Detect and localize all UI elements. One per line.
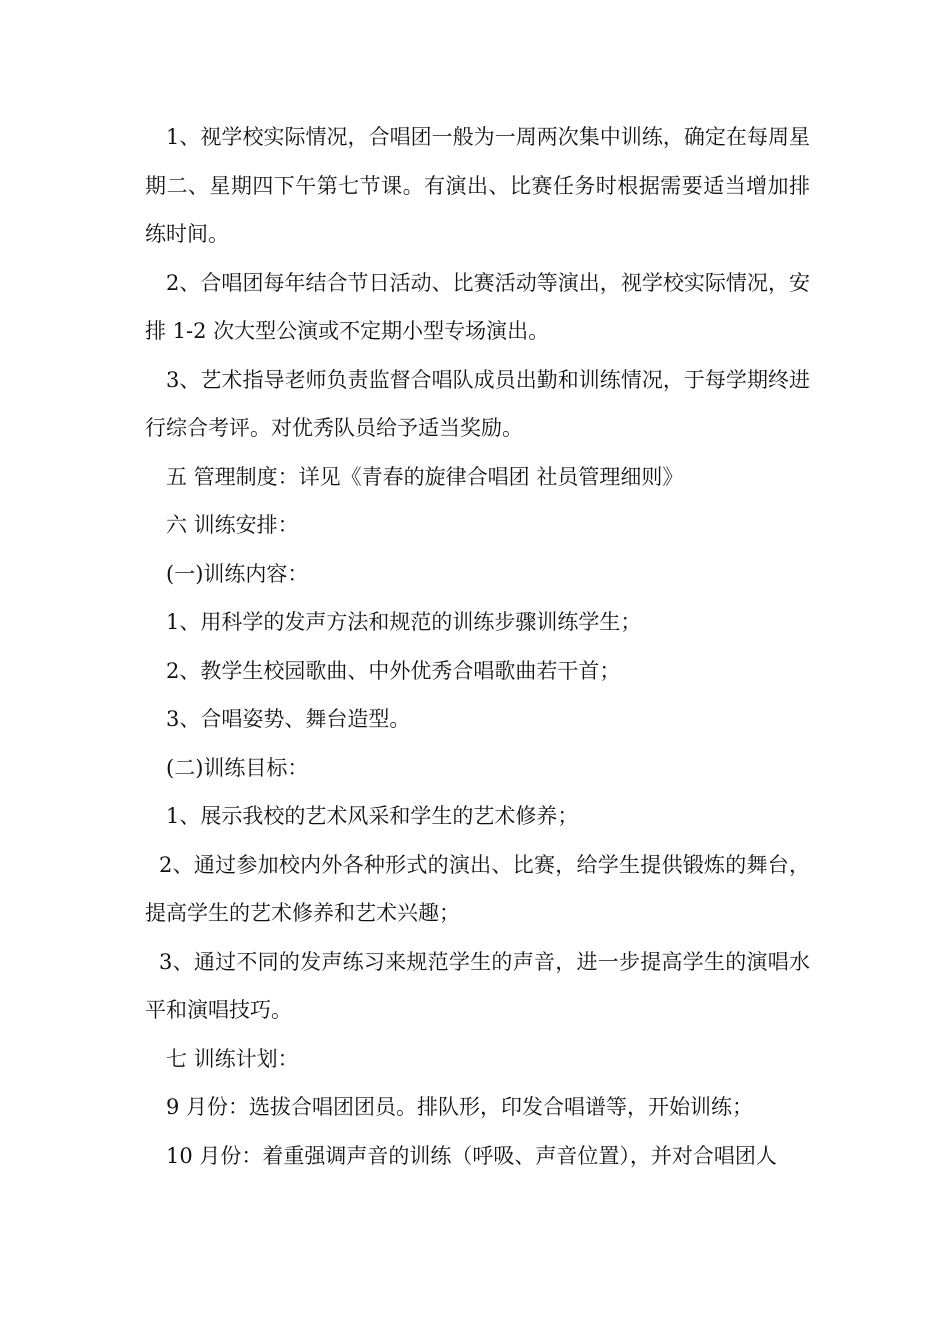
- heading-training-plan: 七 训练计划：: [166, 1046, 299, 1071]
- heading-management-system: 五 管理制度：详见《青春的旋律合唱团 社员管理细则》: [166, 464, 684, 489]
- heading-training-arrangement: 六 训练安排：: [166, 513, 299, 537]
- paragraph-training-schedule: 1、视学校实际情况，合唱团一般为一周两次集中训练，确定在每周星期二、星期四下午第七节课。有演出、比赛任务时根据需要适当增加排练时间。: [145, 125, 810, 246]
- list-item-goal-3: 3、通过不同的发声练习来规范学生的声音，进一步提高学生的演唱水平和演唱技巧。: [145, 949, 810, 1022]
- paragraph-evaluation: 3、艺术指导老师负责监督合唱队成员出勤和训练情况，于每学期终进行综合考评。对优秀队员给予适当奖励。: [145, 367, 810, 440]
- list-item-content-3: 3、合唱姿势、舞台造型。: [166, 707, 411, 731]
- list-item-content-2: 2、教学生校园歌曲、中外优秀合唱歌曲若干首；: [166, 658, 621, 683]
- subheading-training-goals: (二)训练目标：: [166, 755, 309, 780]
- document-body: [145, 113, 810, 1180]
- plan-item-september: 9 月份：选拔合唱团团员。排队形，印发合唱谱等，开始训练；: [166, 1095, 754, 1119]
- list-item-goal-1: 1、展示我校的艺术风采和学生的艺术修养；: [166, 804, 579, 828]
- paragraph-performance-plan: 2、合唱团每年结合节日活动、比赛活动等演出，视学校实际情况，安排 1-2 次大型公演或不定期小型专场演出。: [145, 270, 810, 343]
- subheading-training-content: (一)训练内容：: [166, 561, 309, 586]
- list-item-goal-2: 2、通过参加校内外各种形式的演出、比赛，给学生提供锻炼的舞台，提高学生的艺术修养和艺术兴趣；: [145, 852, 810, 925]
- list-item-content-1: 1、用科学的发声方法和规范的训练步骤训练学生；: [166, 610, 642, 634]
- plan-item-october: 10 月份：着重强调声音的训练（呼吸、声音位置），并对合唱团人: [166, 1143, 777, 1168]
